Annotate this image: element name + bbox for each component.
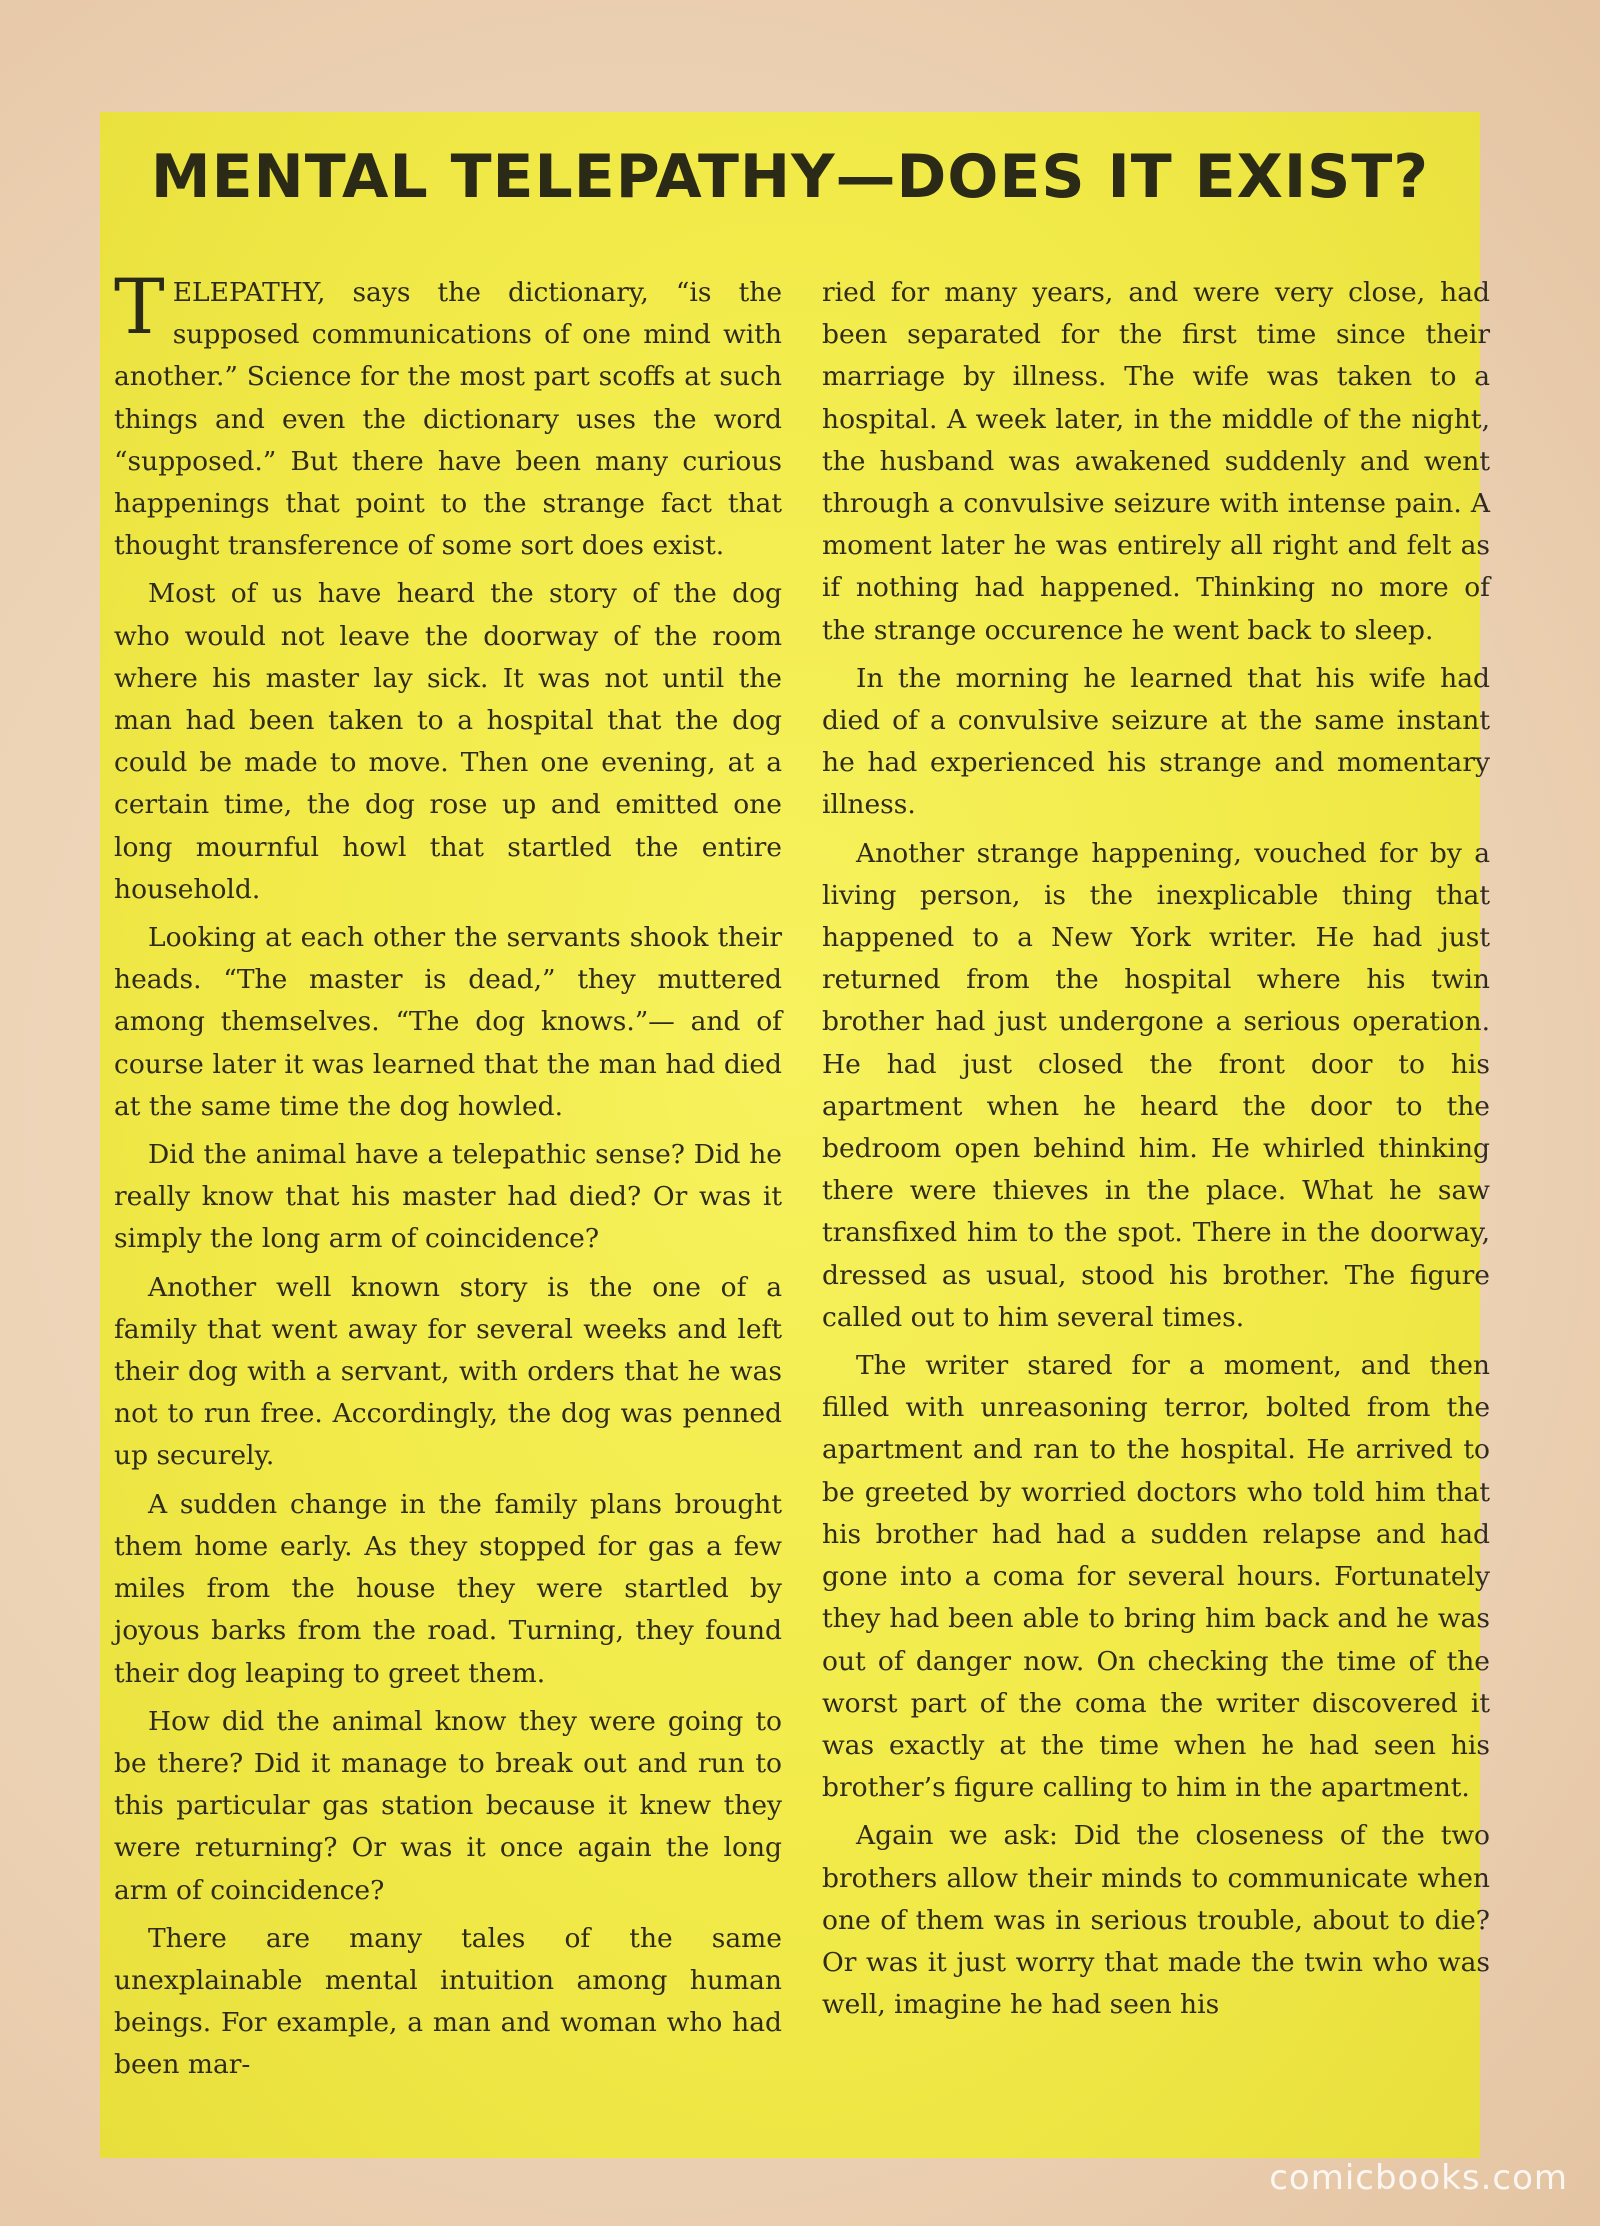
paragraph-8: There are many tales of the same unexplainable mental intuition among human beings. For example, a man and woman who had been mar-	[114, 1922, 782, 2081]
paragraph-9: ried for many years, and were very close, had been separated for the first time since their marriage by illness. The wife was taken to a hospital. A week later, in the middle of the night, the husband was awakened suddenly and went through a convulsive seizure with intense pain. A moment later he was entirely all right and felt as if nothing had happened. Thinking no more of the strange occurence he went back to sleep.	[822, 277, 1490, 646]
paragraph-7: How did the animal know they were going to be there? Did it manage to break out and run to this particular gas station because it knew they were returning? Or was it once again the long arm of coincidence?	[114, 1705, 782, 1906]
paragraph-1	[114, 262, 782, 567]
left-column	[114, 262, 782, 2093]
paragraph-5: Another well known story is the one of a family that went away for several weeks and left their dog with a servant, with orders that he was not to run free. Accordingly, the dog was penned up securely.	[114, 1271, 782, 1472]
site-watermark: comicbooks.com	[1269, 2158, 1568, 2198]
paragraph-3: Looking at each other the servants shook their heads. “The master is dead,” they muttered among themselves. “The dog knows.”— and of course later it was learned that the man had died at the same time the dog howled.	[114, 922, 782, 1122]
drop-cap: T	[114, 262, 165, 351]
paragraph-2: Most of us have heard the story of the dog who would not leave the doorway of the room where his master lay sick. It was not until the man had been taken to a hospital that the dog could be made to move. Then one evening, at a certain time, the dog rose up and emitted one long mournful howl that startled the entire household.	[114, 578, 782, 905]
paragraph-6: A sudden change in the family plans brought them home early. As they stopped for gas a few miles from the house they were startled by joyous barks from the road. Turning, they found their dog leaping to greet them.	[114, 1488, 782, 1689]
right-column	[822, 272, 1490, 2032]
paragraph-11: Another strange happening, vouched for by a living person, is the inexplicable thing that happened to a New York writer. He had just returned from the hospital where his twin brother had just undergone a serious operation. He had just closed the front door to his apartment when he heard the door to the bedroom open behind him. He whirled thinking there were thieves in the place. What he saw transfixed him to the spot. There in the doorway, dressed as usual, stood his brother. The figure called out to him several times.	[822, 837, 1490, 1333]
paragraph-4: Did the animal have a telepathic sense? Did he really know that his master had died? Or was it simply the long arm of coincidence?	[114, 1139, 782, 1255]
article-panel	[100, 112, 1490, 2158]
article-title: MENTAL TELEPATHY—DOES IT EXIST?	[150, 142, 1430, 212]
paragraph-13: Again we ask: Did the closeness of the two brothers allow their minds to communicate when one of them was in serious trouble, about to die? Or was it just worry that made the twin who was well, imagine he had seen his	[822, 1820, 1490, 2021]
paragraph-1-text: ELEPATHY, says the dictionary, “is the supposed communications of one mind with another.” Science for the most part scoffs at such things and even the dictionary uses the word “supposed.” But there have been many curious happenings that point to the strange fact that thought transference of some sort does exist.	[114, 277, 782, 562]
paragraph-12: The writer stared for a moment, and then filled with unreasoning terror, bolted from the apartment and ran to the hospital. He arrived to be greeted by worried doctors who told him that his brother had had a sudden relapse and had gone into a coma for several hours. Fortunately they had been able to bring him back and he was out of danger now. On checking the time of the worst part of the coma the writer discovered it was exactly at the time when he had seen his brother’s figure calling to him in the apartment.	[822, 1350, 1490, 1804]
paragraph-10: In the morning he learned that his wife had died of a convulsive seizure at the same instant he had experienced his strange and momentary illness.	[822, 662, 1490, 821]
